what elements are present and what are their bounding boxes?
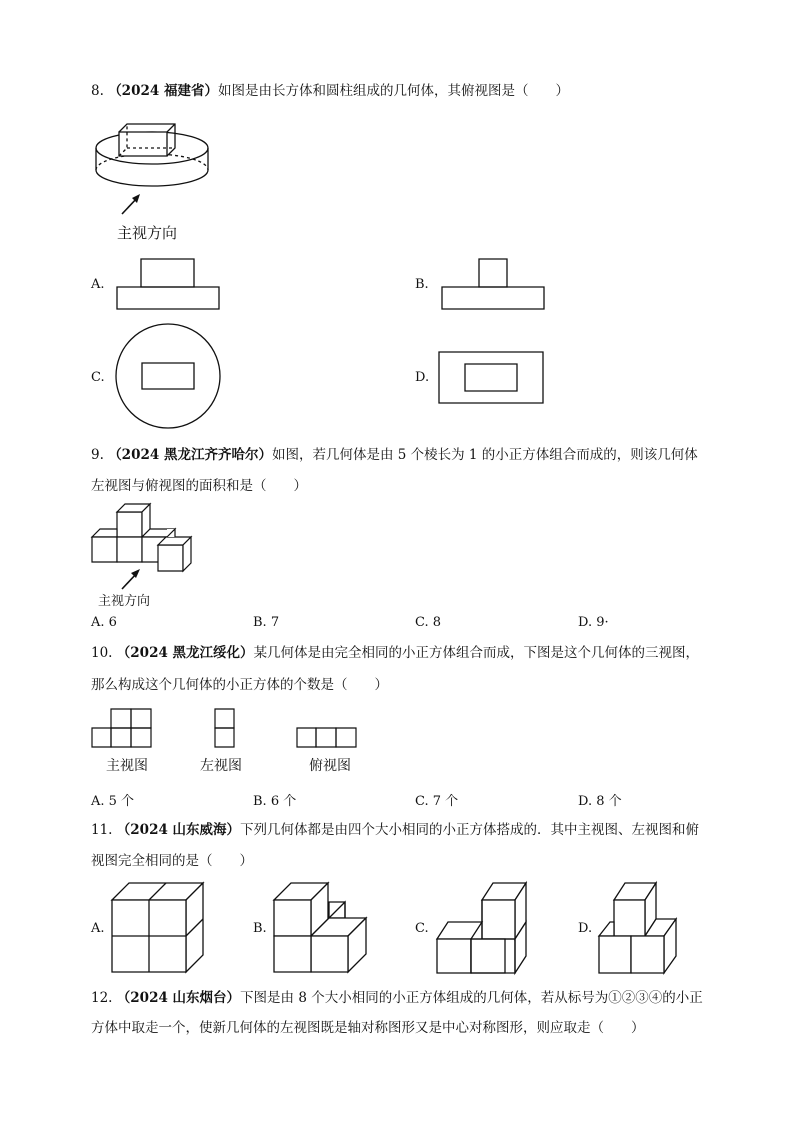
q11-option-c-figure	[436, 882, 528, 974]
q11-option-d-label: D.	[578, 921, 593, 936]
q11-option-c-label: C.	[415, 921, 429, 936]
q10-left-view-figure	[214, 708, 236, 749]
q11-option-a-label: A.	[91, 921, 105, 936]
q8-option-b-label: B.	[415, 277, 429, 292]
q8-option-a-figure	[116, 258, 220, 310]
question-number: 10.	[91, 645, 113, 661]
q11-option-b-figure	[273, 882, 369, 974]
question-source: （2024 山东威海）	[116, 822, 241, 838]
question-10-stem-line1	[91, 643, 699, 663]
q9-option-a: A. 6	[91, 615, 117, 630]
q10-option-d: D. 8 个	[578, 794, 622, 809]
q10-option-c: C. 7 个	[415, 794, 459, 809]
q11-option-d-figure	[598, 882, 678, 974]
q10-left-view-label: 左视图	[200, 758, 242, 774]
q8-option-d-label: D.	[415, 370, 430, 385]
question-text: 下图是由 8 个大小相同的小正方体组成的几何体，若从标号为①②③④的小正	[240, 990, 703, 1006]
q10-front-view-figure	[91, 708, 153, 749]
question-text: 某几何体是由完全相同的小正方体组合而成，下图是这个几何体的三视图，	[253, 645, 700, 661]
question-11-stem-line1	[91, 820, 699, 840]
q9-solid-figure	[92, 503, 196, 575]
q8-option-a-label: A.	[91, 277, 105, 292]
q10-option-b: B. 6 个	[253, 794, 297, 809]
question-10-stem-line2: 那么构成这个几何体的小正方体的个数是（ ）	[91, 677, 388, 693]
q9-direction-label: 主视方向	[98, 594, 151, 609]
q11-option-a-figure	[111, 882, 205, 974]
q8-option-b-figure	[441, 258, 545, 310]
question-source: （2024 黑龙江绥化）	[116, 645, 254, 661]
question-number: 12.	[91, 990, 113, 1006]
question-text: 如图是由长方体和圆柱组成的几何体，其俯视图是（ ）	[217, 83, 569, 99]
question-9-stem-line2: 左视图与俯视图的面积和是（ ）	[91, 478, 307, 494]
question-11-stem-line2: 视图完全相同的是（ ）	[91, 853, 253, 869]
question-source: （2024 黑龙江齐齐哈尔）	[108, 447, 272, 463]
question-number: 11.	[91, 822, 113, 838]
q10-front-view-label: 主视图	[106, 758, 148, 774]
question-source: （2024 山东烟台）	[116, 990, 241, 1006]
q10-option-a: A. 5 个	[91, 794, 135, 809]
q9-option-b: B. 7	[253, 615, 280, 630]
q11-option-b-label: B.	[253, 921, 267, 936]
question-number: 9.	[91, 447, 104, 463]
question-text: 下列几何体都是由四个大小相同的小正方体搭成的．其中主视图、左视图和俯	[240, 822, 700, 838]
question-text: 如图，若几何体是由 5 个棱长为 1 的小正方体组合而成的，则该几何体	[271, 447, 698, 463]
q10-top-view-figure	[296, 727, 358, 749]
question-12-stem-line1	[91, 988, 703, 1008]
q8-option-c-label: C.	[91, 370, 105, 385]
question-9-stem-line1	[91, 445, 698, 465]
q9-option-d: D. 9·	[578, 615, 609, 630]
q8-solid-figure	[92, 118, 212, 223]
q8-direction-label: 主视方向	[117, 224, 178, 242]
question-8-stem	[91, 81, 569, 101]
q8-option-c-figure	[115, 323, 221, 429]
q8-option-d-figure	[438, 351, 544, 404]
question-number: 8.	[91, 83, 104, 99]
question-source: （2024 福建省）	[108, 83, 218, 99]
question-12-stem-line2: 方体中取走一个，使新几何体的左视图既是轴对称图形又是中心对称图形，则应取走（ ）	[91, 1020, 645, 1036]
q10-top-view-label: 俯视图	[309, 758, 351, 774]
q9-option-c: C. 8	[415, 615, 442, 630]
